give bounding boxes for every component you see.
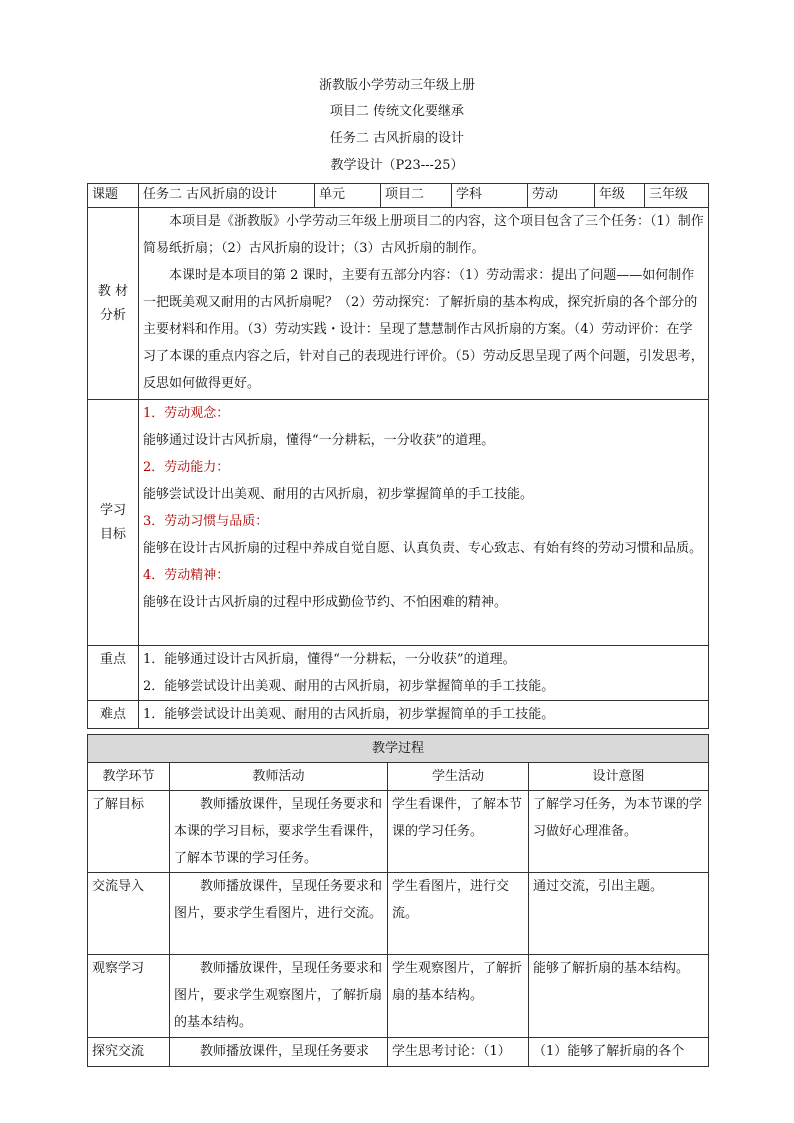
process-header-student: 学生活动 xyxy=(388,763,529,791)
objectives-label-top: 学习 xyxy=(99,502,126,518)
objectives-label xyxy=(88,400,139,646)
process-title: 教学过程 xyxy=(88,735,709,763)
process-design-intent: 通过交流，引出主题。 xyxy=(529,873,709,955)
process-stage: 探究交流 xyxy=(88,1038,170,1067)
objective-text: 能够在设计古风折扇的过程中形成勤俭节约、不怕困难的精神。 xyxy=(143,595,508,610)
info-cell-subject: 劳动 xyxy=(528,184,595,208)
info-cell-label-grade: 年级 xyxy=(595,184,645,208)
process-header-intent: 设计意图 xyxy=(529,763,709,791)
process-header-stage: 教学环节 xyxy=(88,763,170,791)
analysis-content xyxy=(139,208,709,400)
process-stage: 交流导入 xyxy=(88,873,170,955)
analysis-paragraph-2: 本课时是本项目的第 2 课时，主要有五部分内容：（1）劳动需求：提出了问题——如何制作一把既美观又耐用的古风折扇呢？（2）劳动探究：了解折扇的基本构成，探究折扇的各个部分的主要材料和作用。（3）劳动实践・设计：呈现了慧慧制作古风折扇的方案。（4）劳动评价：在学习了本课的重点内容之后，针对自己的表现进行评价。（5）劳动反思呈现了两个问题，引发思考，反思如何做得更好。 xyxy=(143,268,704,391)
objectives-content xyxy=(139,400,709,646)
analysis-row xyxy=(88,208,709,400)
doc-title-line2: 项目二 传统文化要继承 xyxy=(329,104,465,119)
process-design-intent: 了解学习任务，为本节课的学习做好心理准备。 xyxy=(529,791,709,873)
analysis-label-top: 教 材 xyxy=(97,283,129,299)
objective-text: 能够尝试设计出美观、耐用的古风折扇，初步掌握简单的手工技能。 xyxy=(143,487,534,502)
table-row xyxy=(88,791,709,873)
analysis-label-bottom: 分析 xyxy=(99,307,126,323)
table-row xyxy=(88,1038,709,1067)
doc-title-line4: 教学设计（P23---25） xyxy=(330,158,464,173)
objective-title: 4．劳动精神： xyxy=(143,568,230,583)
teaching-process-table xyxy=(87,734,709,1067)
process-student-activity: 学生看图片，进行交流。 xyxy=(388,873,529,955)
process-header-teacher: 教师活动 xyxy=(170,763,388,791)
difficulty-content: 1．能够尝试设计出美观、耐用的古风折扇，初步掌握简单的手工技能。 xyxy=(139,701,709,729)
doc-title-line1: 浙教版小学劳动三年级上册 xyxy=(318,78,475,93)
difficulty-row xyxy=(88,701,709,729)
process-teacher-activity: 教师播放课件，呈现任务要求和本课的学习目标，要求学生看课件，了解本节课的学习任务。 xyxy=(170,791,388,873)
key-point-item: 2．能够尝试设计出美观、耐用的古风折扇，初步掌握简单的手工技能。 xyxy=(143,679,555,694)
objective-text: 能够通过设计古风折扇，懂得“一分耕耘，一分收获”的道理。 xyxy=(143,433,495,448)
lesson-info-table xyxy=(87,183,709,729)
info-cell-label-subject: 学科 xyxy=(452,184,528,208)
key-points-row xyxy=(88,646,709,701)
process-student-activity: 学生思考讨论：（1） xyxy=(388,1038,529,1067)
info-row xyxy=(88,184,709,208)
process-teacher-activity: 教师播放课件，呈现任务要求和图片，要求学生观察图片，了解折扇的基本结构。 xyxy=(170,955,388,1038)
info-cell-label-unit: 单元 xyxy=(315,184,381,208)
doc-title-line3: 任务二 古风折扇的设计 xyxy=(329,131,465,146)
process-header-row xyxy=(88,763,709,791)
difficulty-label: 难点 xyxy=(88,701,139,729)
process-teacher-activity: 教师播放课件，呈现任务要求 xyxy=(170,1038,388,1067)
info-cell-label-topic: 课题 xyxy=(88,184,139,208)
process-title-row xyxy=(88,735,709,763)
process-design-intent: （1）能够了解折扇的各个 xyxy=(529,1038,709,1067)
objective-title: 3．劳动习惯与品质： xyxy=(143,514,269,529)
key-points-label: 重点 xyxy=(88,646,139,701)
info-cell-unit: 项目二 xyxy=(381,184,452,208)
key-point-item: 1．能够通过设计古风折扇，懂得“一分耕耘，一分收获”的道理。 xyxy=(143,652,516,667)
process-design-intent: 能够了解折扇的基本结构。 xyxy=(529,955,709,1038)
objective-title: 2．劳动能力： xyxy=(143,460,230,475)
objectives-row xyxy=(88,400,709,646)
key-points-content xyxy=(139,646,709,701)
process-stage: 了解目标 xyxy=(88,791,170,873)
process-student-activity: 学生观察图片，了解折扇的基本结构。 xyxy=(388,955,529,1038)
process-stage: 观察学习 xyxy=(88,955,170,1038)
analysis-paragraph-1: 本项目是《浙教版》小学劳动三年级上册项目二的内容，这个项目包含了三个任务：（1）制作简易纸折扇；（2）古风折扇的设计；（3）古风折扇的制作。 xyxy=(143,214,704,256)
process-teacher-activity: 教师播放课件，呈现任务要求和图片，要求学生看图片，进行交流。 xyxy=(170,873,388,955)
table-row xyxy=(88,873,709,955)
objectives-label-bottom: 目标 xyxy=(99,526,126,542)
analysis-label xyxy=(88,208,139,400)
info-cell-topic: 任务二 古风折扇的设计 xyxy=(139,184,315,208)
info-cell-grade: 三年级 xyxy=(645,184,709,208)
process-student-activity: 学生看课件，了解本节课的学习任务。 xyxy=(388,791,529,873)
objective-text: 能够在设计古风折扇的过程中养成自觉自愿、认真负责、专心致志、有始有终的劳动习惯和品质。 xyxy=(143,541,703,556)
table-row xyxy=(88,955,709,1038)
objective-title: 1．劳动观念： xyxy=(143,406,230,421)
